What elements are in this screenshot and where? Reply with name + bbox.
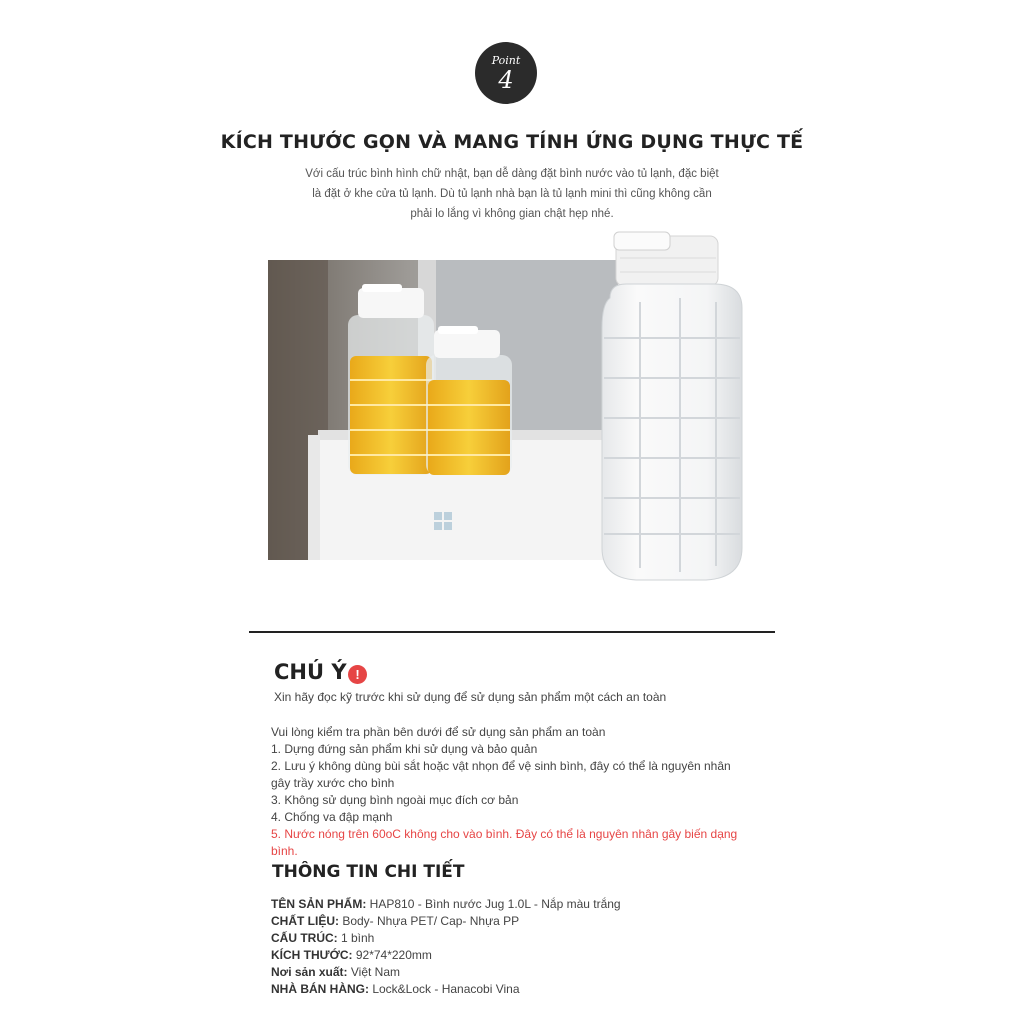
- spec-row: [271, 947, 731, 964]
- point-badge-number: 4: [498, 66, 514, 94]
- caution-item: 2. Lưu ý không dùng bùi sắt hoặc vật nhọn để vệ sinh bình, đây có thể là nguyên nhân gây trầy xước cho bình: [271, 759, 731, 790]
- jug-product-image: [596, 228, 756, 586]
- caution-item: 4. Chống va đập mạnh: [271, 810, 393, 824]
- section-headline: KÍCH THƯỚC GỌN VÀ MANG TÍNH ỨNG DỤNG THỰC TẾ: [220, 131, 804, 153]
- caution-item: 3. Không sử dụng bình ngoài mục đích cơ bản: [271, 793, 519, 807]
- caution-notes: [271, 724, 741, 860]
- spec-value: 1 bình: [337, 931, 375, 945]
- spec-value: HAP810 - Bình nước Jug 1.0L - Nắp màu trắng: [366, 897, 621, 911]
- point-badge-word: Point: [491, 54, 521, 67]
- caution-item: 1. Dựng đứng sản phẩm khi sử dụng và bảo quản: [271, 742, 538, 756]
- section-divider: [249, 631, 775, 633]
- caution-subtitle: Xin hãy đọc kỹ trước khi sử dụng để sử dụng sản phẩm một cách an toàn: [274, 690, 667, 704]
- spec-row: [271, 981, 731, 998]
- fridge-door-photo: [268, 260, 618, 560]
- caution-intro: Vui lòng kiểm tra phần bên dưới để sử dụng sản phẩm an toàn: [271, 725, 606, 739]
- spec-value: 92*74*220mm: [352, 948, 432, 962]
- details-title: THÔNG TIN CHI TIẾT: [272, 862, 465, 882]
- caution-warning: 5. Nước nóng trên 60oC không cho vào bình. Đây có thể là nguyên nhân gây biến dạng bình.: [271, 827, 738, 858]
- exclamation-circle-icon: !: [348, 665, 367, 684]
- caution-title: CHÚ Ý: [274, 660, 347, 684]
- spec-row: [271, 930, 731, 947]
- spec-row: [271, 964, 731, 981]
- spec-label: KÍCH THƯỚC:: [271, 948, 353, 962]
- details-list: [271, 896, 731, 998]
- spec-label: CHẤT LIỆU:: [271, 914, 339, 928]
- spec-label: NHÀ BÁN HÀNG:: [271, 982, 369, 996]
- section-intro: Với cấu trúc bình hình chữ nhật, bạn dễ dàng đặt bình nước vào tủ lạnh, đặc biệt là đặt ở khe cửa tủ lạnh. Dù tủ lạnh nhà bạn là tủ lạnh mini thì cũng không cần phải lo lắng vì không gian chật hẹp nhé.: [305, 168, 719, 220]
- spec-value: Việt Nam: [347, 965, 401, 979]
- spec-label: Nơi sản xuất:: [271, 965, 348, 979]
- spec-row: [271, 913, 731, 930]
- spec-label: TÊN SẢN PHẨM:: [271, 897, 367, 911]
- spec-label: CẤU TRÚC:: [271, 931, 338, 945]
- spec-row: [271, 896, 731, 913]
- point-badge: [475, 42, 537, 104]
- spec-value: Body- Nhựa PET/ Cap- Nhựa PP: [339, 914, 520, 928]
- spec-value: Lock&Lock - Hanacobi Vina: [369, 982, 520, 996]
